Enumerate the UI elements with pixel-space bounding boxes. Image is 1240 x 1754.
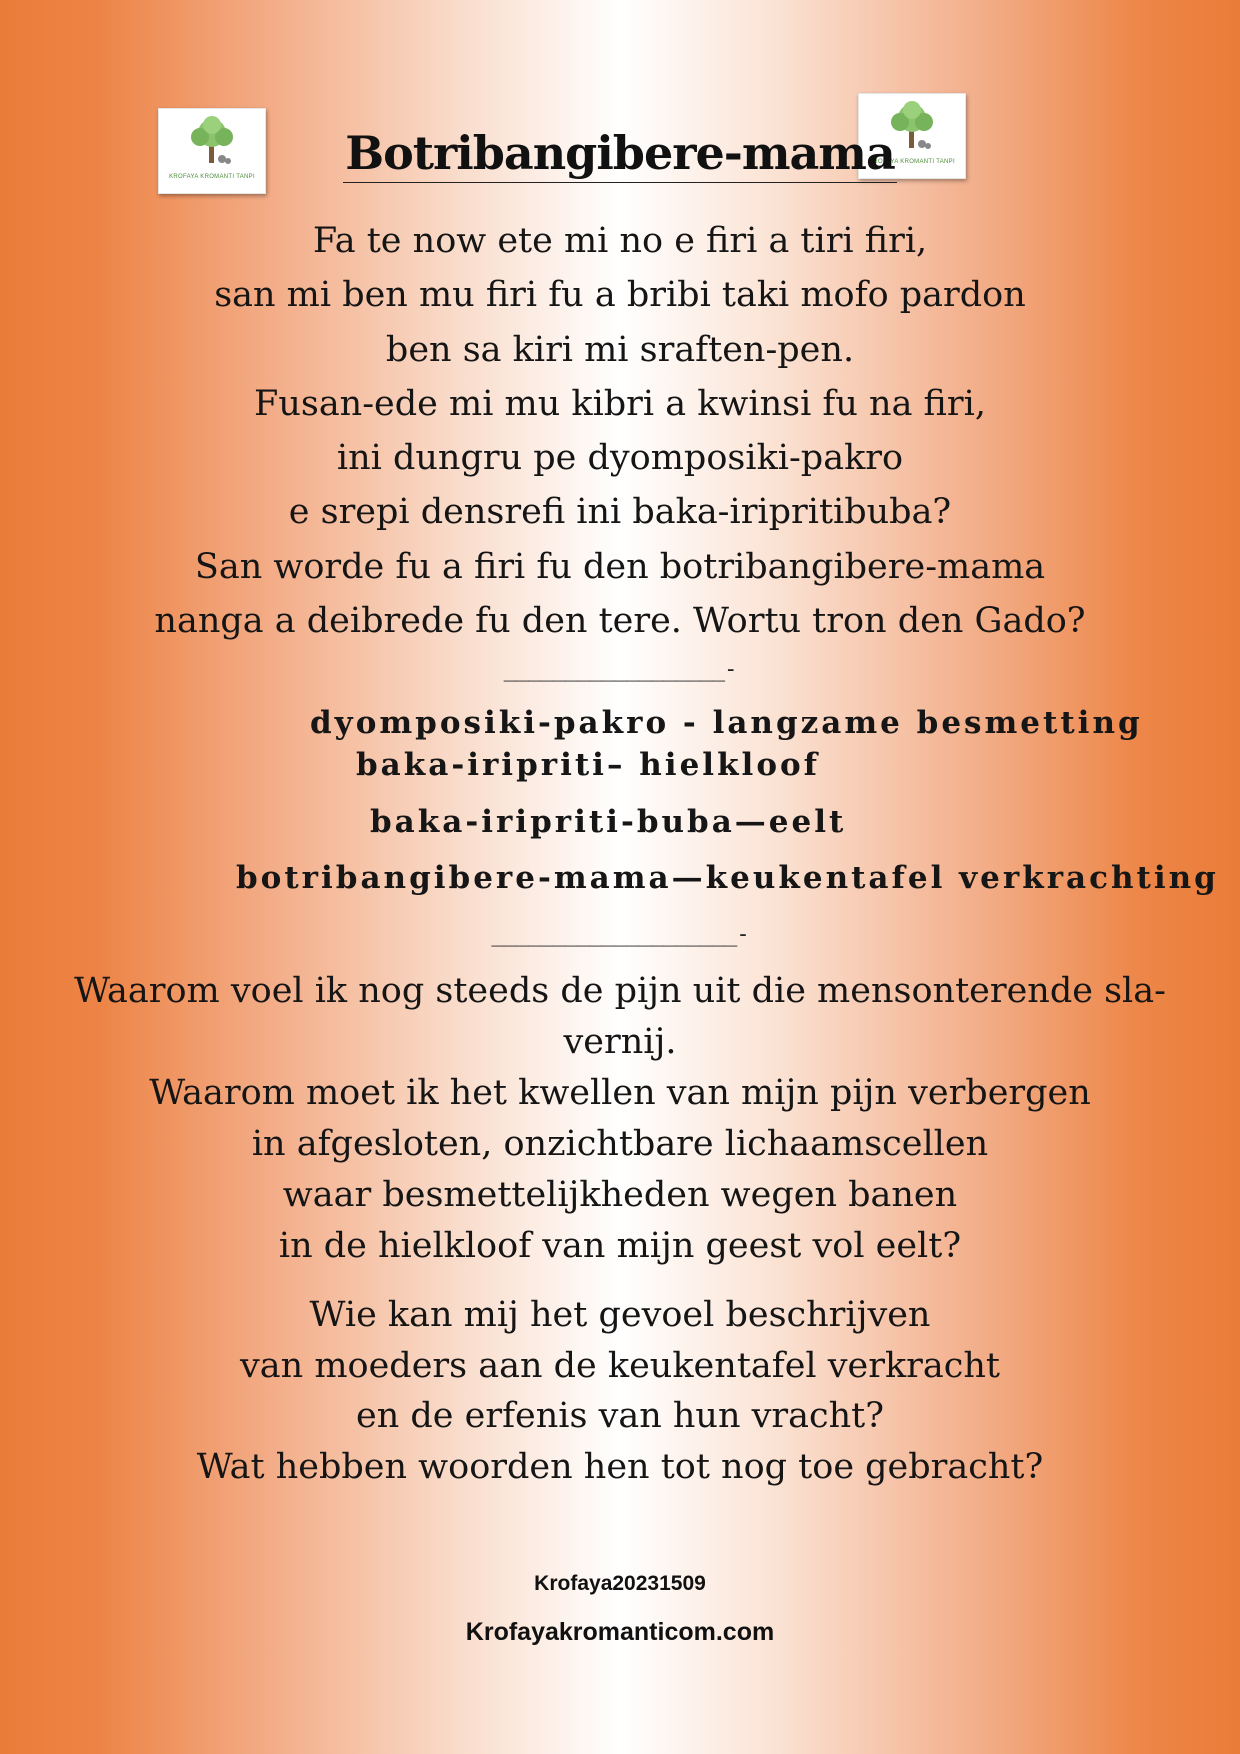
poem-line: ben sa kiri mi sraften-pen. xyxy=(385,329,855,370)
poem-line: Waarom voel ik nog steeds de pijn uit die mensonterende sla- xyxy=(74,971,1166,1011)
sranan-stanza xyxy=(0,214,1240,648)
glossary-entry: baka-iripriti-buba—eelt xyxy=(370,804,847,840)
separator-top: __________________- xyxy=(503,657,737,682)
poem-line: ini dungru pe dyomposiki-pakro xyxy=(336,438,904,479)
poem-line: en de erfenis van hun vracht? xyxy=(356,1396,884,1436)
poem-line: Waarom moet ik het kwellen van mijn pijn verbergen xyxy=(149,1073,1091,1113)
poem-line: vernij. xyxy=(563,1022,677,1062)
footer-code: Krofaya20231509 xyxy=(534,1572,706,1595)
poem-line: Fusan-ede mi mu kibri a kwinsi fu na firi, xyxy=(254,383,986,424)
footer-website: Krofayakromanticom.com xyxy=(465,1618,775,1646)
poem-line: e srepi densrefi ini baka-iripritibuba? xyxy=(288,492,952,533)
logo-text: KROFAYA KROMANTI TANPI xyxy=(869,159,955,165)
poem-line: Wat hebben woorden hen tot nog toe gebracht? xyxy=(196,1446,1044,1487)
poem-line: in de hielkloof van mijn geest vol eelt? xyxy=(278,1226,962,1266)
poem-line: Fa te now ete mi no e firi a tiri firi, xyxy=(312,221,928,261)
poem-title: Botribangibere-mama xyxy=(343,124,897,183)
dutch-stanza-2 xyxy=(0,1290,1240,1492)
glossary-entry: baka-iripriti– hielkloof xyxy=(356,747,821,783)
poem-line: Wie kan mij het gevoel beschrijven xyxy=(309,1295,931,1335)
poem-line: san mi ben mu firi fu a bribi taki mofo pardon xyxy=(214,275,1026,316)
poem-line: van moeders aan de keukentafel verkracht xyxy=(240,1345,1000,1386)
poem-line: in afgesloten, onzichtbare lichaamscellen xyxy=(251,1124,989,1164)
poem-line: waar besmettelijkheden wegen banen xyxy=(282,1175,958,1215)
poem-line: nanga a deibrede fu den tere. Wortu tron den Gado? xyxy=(154,601,1086,642)
logo-text: KROFAYA KROMANTI TANPI xyxy=(169,174,255,180)
glossary-entry: botribangibere-mama—keukentafel verkrachting xyxy=(236,860,1219,896)
separator-bottom: ____________________- xyxy=(491,922,749,947)
dutch-stanza-1 xyxy=(0,966,1240,1272)
poem-title-wrap xyxy=(0,124,1240,183)
glossary-entry: dyomposiki-pakro - langzame besmetting xyxy=(310,705,1143,741)
poem-line: San worde fu a firi fu den botribangibere-mama xyxy=(194,546,1046,587)
